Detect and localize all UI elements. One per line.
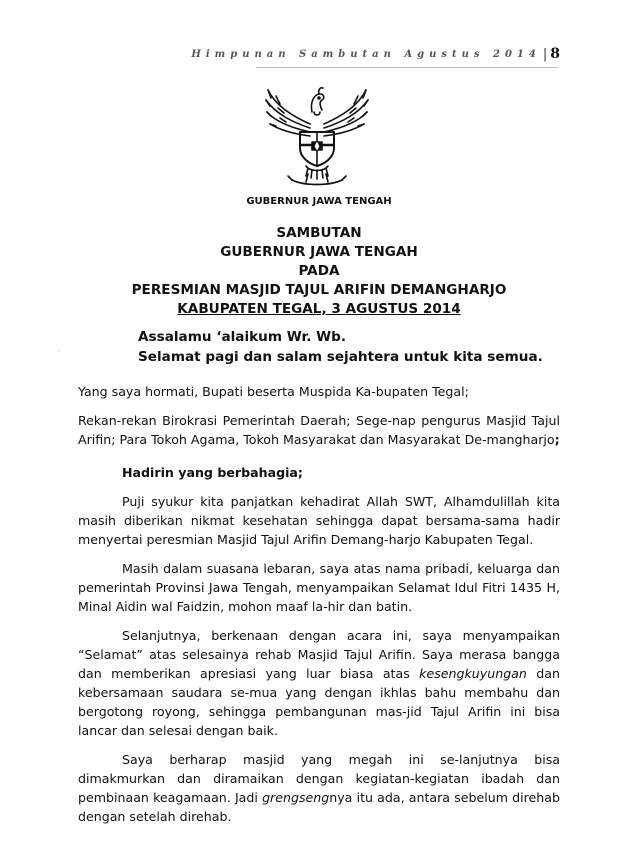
paragraph [78,626,560,740]
page-header [191,46,560,62]
header-rule [256,67,558,68]
paragraph-text: kesengkuyungan [419,666,527,681]
paragraph: Puji syukur kita panjatkan kehadirat Allah SWT, Alhamdulillah kita masih diberikan nikmat kesehatan sehingga dapat bersama-sama hadir menyertai peresmian Masjid Tajul Arifin Demang-harjo Kabupaten Tegal. [78,494,560,547]
title-line: PERESMIAN MASJID TAJUL ARIFIN DEMANGHARJO [131,282,507,298]
greeting-line: Assalamu ‘alaikum Wr. Wb. [138,329,347,345]
paragraph-text: dan kebersamaan saudara se-mua yang dengan ikhlas bahu membahu dan bergotong royong, sehingga pembangunan mas-jid Tajul Arifin ini bisa lancar dan selesai dengan baik. [78,666,560,738]
greeting-line: Selamat pagi dan salam sejahtera untuk kita semua. [138,349,543,365]
greeting [138,327,543,367]
title-line: GUBERNUR JAWA TENGAH [220,244,418,260]
paragraph: Masih dalam suasana lebaran, saya atas nama pribadi, keluarga dan pemerintah Provinsi Jawa Tengah, menyampaikan Selamat Idul Fitri 1435 H, Minal Aidin wal Faidzin, mohon maaf la-hir dan batin. [78,561,560,614]
header-separator: | [542,46,548,62]
paragraph: Yang saya hormati, Bupati beserta Muspida Ka-bupaten Tegal; [78,384,469,399]
paragraph-text: Rekan-rekan Birokrasi Pemerintah Daerah; Sege-nap pengurus Masjid Tajul Arifin; Para Tokoh Agama, Tokoh Masyarakat dan Masyarakat De-mangharjo [78,413,560,447]
paragraph-text: Selanjutnya, berkenaan dengan acara ini, saya menyampaikan “Selamat” atas selesainya rehab Masjid Tajul Arifin. Saya merasa bangga dan memberikan apresiasi yang luar biasa atas [78,628,560,681]
paragraph-text: grengseng [262,790,330,805]
page-number: 8 [550,46,560,62]
paragraph-text: Saya berharap masjid yang megah ini se-lanjutnya bisa dimakmurkan dan diramaikan dengan kegiatan-kegiatan ibadah dan pembinaan keagamaan. Jadi [78,752,560,805]
paragraph [78,750,560,826]
governor-label: GUBERNUR JAWA TENGAH [246,196,392,207]
title-line: SAMBUTAN [276,225,362,241]
garuda-emblem-icon [262,82,372,190]
title-line: KABUPATEN TEGAL, 3 AGUSTUS 2014 [177,301,461,317]
paragraph [78,411,560,449]
speech-body [78,382,560,836]
title-line: PADA [298,263,340,279]
paragraph-text: nya itu ada, antara sebelum direhab dengan setelah direhab. [78,790,561,824]
speech-title [0,224,638,319]
paragraph-text: ; [554,432,560,447]
section-heading: Hadirin yang berbahagia; [122,465,303,480]
running-title: Himpunan Sambutan Agustus 2014 [191,48,541,60]
stray-mark: . [58,345,61,353]
